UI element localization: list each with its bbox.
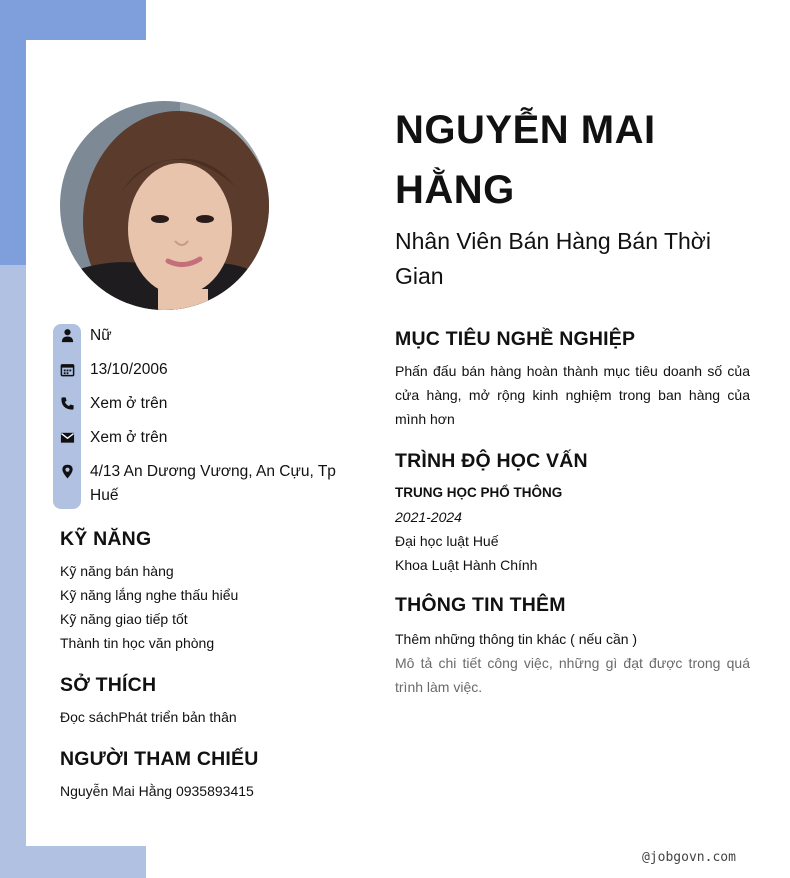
watermark: @jobgovn.com	[642, 850, 736, 865]
additional-title: THÔNG TIN THÊM	[395, 594, 566, 616]
objective-title: MỤC TIÊU NGHỀ NGHIỆP	[395, 328, 636, 350]
birthday-text: 13/10/2006	[90, 361, 168, 378]
references-section	[60, 746, 350, 803]
education-line: Khoa Luật Hành Chính	[395, 557, 538, 573]
education-title: TRÌNH ĐỘ HỌC VẤN	[395, 450, 588, 472]
mail-icon	[53, 426, 81, 448]
email-text: Xem ở trên	[90, 429, 168, 446]
education-years: 2021-2024	[395, 509, 462, 525]
gender-text: Nữ	[90, 327, 112, 344]
avatar	[60, 101, 269, 310]
location-pin-icon	[53, 460, 81, 482]
avatar-photo	[60, 101, 269, 310]
additional-line: Thêm những thông tin khác ( nếu cần )	[395, 631, 638, 647]
gender-row	[53, 324, 343, 348]
hobbies-section	[60, 672, 350, 729]
skill-item: Kỹ năng giao tiếp tốt	[60, 611, 188, 627]
email-row	[53, 426, 343, 450]
phone-icon	[53, 392, 81, 414]
hobbies-title: SỞ THÍCH	[60, 674, 157, 696]
phone-row	[53, 392, 343, 416]
education-line: Đại học luật Huế	[395, 533, 499, 549]
candidate-role: Nhân Viên Bán Hàng Bán Thời Gian	[395, 228, 712, 289]
additional-section	[395, 592, 750, 699]
references-title: NGƯỜI THAM CHIẾU	[60, 748, 259, 770]
objective-text: Phấn đấu bán hàng hoàn thành mục tiêu doanh số của cửa hàng, mở rộng kinh nghiệm trong ban hàng của mình hơn	[395, 363, 750, 427]
references-text: Nguyễn Mai Hằng 0935893415	[60, 783, 254, 799]
calendar-icon	[53, 358, 81, 380]
skill-item: Thành tin học văn phòng	[60, 635, 215, 651]
candidate-name: NGUYỄN MAI HẰNG	[395, 108, 656, 212]
education-school: TRUNG HỌC PHỔ THÔNG	[395, 485, 563, 500]
skills-section	[60, 526, 350, 655]
hobbies-text: Đọc sáchPhát triển bản thân	[60, 709, 237, 725]
phone-text: Xem ở trên	[90, 395, 168, 412]
education-section	[395, 448, 750, 577]
address-text: 4/13 An Dương Vương, An Cựu, Tp Huế	[90, 463, 336, 504]
objective-section	[395, 326, 750, 431]
birthday-row	[53, 358, 343, 382]
additional-description: Mô tả chi tiết công việc, những gì đạt được trong quá trình làm việc.	[395, 655, 750, 695]
person-icon	[53, 324, 81, 346]
address-row	[53, 460, 343, 508]
personal-info-list	[53, 324, 343, 518]
skill-item: Kỹ năng bán hàng	[60, 563, 174, 579]
skill-item: Kỹ năng lắng nghe thấu hiểu	[60, 587, 239, 603]
skills-title: KỸ NĂNG	[60, 528, 152, 550]
